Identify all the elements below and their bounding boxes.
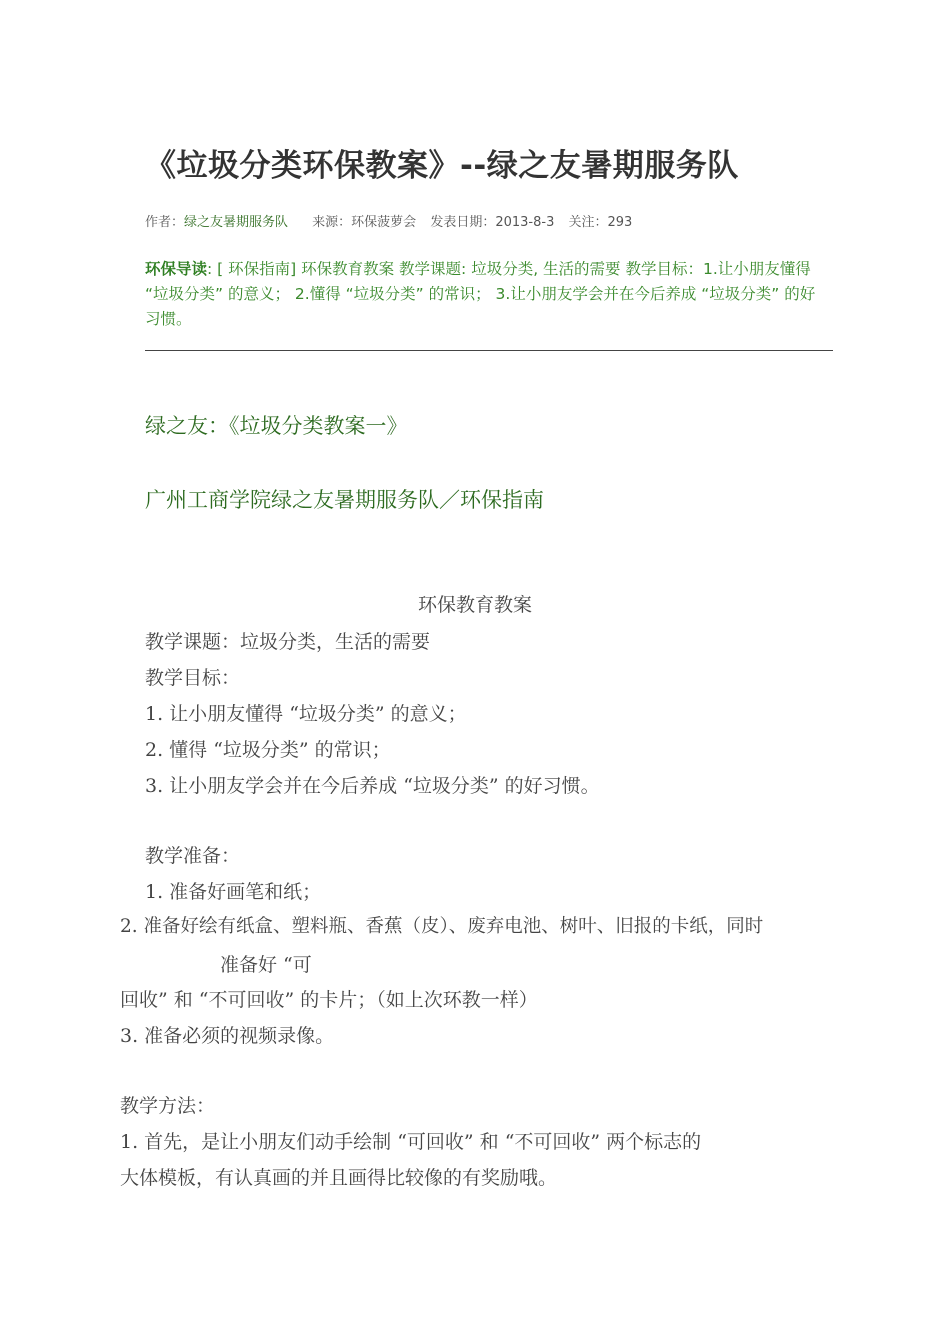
body-line: 1. 准备好画笔和纸； — [145, 881, 322, 903]
intro-paragraph — [145, 257, 820, 332]
body-line: 3. 让小朋友学会并在今后养成 “垃圾分类” 的好习惯。 — [145, 775, 600, 797]
section-heading-1: 绿之友：《垃圾分类教案一》 — [145, 414, 408, 438]
body-line: 2. 懂得 “垃圾分类” 的常识； — [145, 739, 391, 761]
source-text: 来源：环保菠萝会 — [312, 215, 417, 230]
body-line: 大体模板，有认真画的并且画得比较像的有奖励哦。 — [120, 1167, 558, 1189]
author-label: 作者： — [145, 215, 185, 230]
article-meta — [145, 211, 642, 230]
divider — [145, 350, 833, 351]
body-line: 1. 首先，是让小朋友们动手绘制 “可回收” 和 “不可回收” 两个标志的 — [120, 1131, 702, 1153]
body-line: 3. 准备必须的视频录像。 — [120, 1025, 335, 1047]
article-title: 《垃圾分类环保教案》--绿之友暑期服务队 — [145, 148, 739, 184]
body-line: 1. 让小朋友懂得 “垃圾分类” 的意义； — [145, 703, 467, 725]
lesson-title: 环保教育教案 — [417, 594, 532, 616]
author-name[interactable]: 绿之友暑期服务队 — [184, 215, 289, 230]
body-line: 教学方法： — [120, 1095, 216, 1117]
body-line: 回收” 和 “不可回收” 的卡片；（如上次环教一样） — [120, 989, 538, 1011]
body-line: 教学课题：垃圾分类，生活的需要 — [145, 631, 431, 653]
body-line: 教学目标： — [145, 667, 241, 689]
body-line: 2. 准备好绘有纸盒、塑料瓶、香蕉（皮）、废弃电池、树叶、旧报的卡纸，同时 — [120, 916, 764, 937]
body-line: 教学准备： — [145, 845, 241, 867]
intro-label: 环保导读 — [145, 260, 208, 278]
date-text: 发表日期：2013-8-3 — [430, 215, 555, 230]
body-line: 准备好 “可 — [220, 954, 312, 976]
follow-count: 关注：293 — [568, 215, 633, 230]
intro-text: : [ 环保指南] 环保教育教案 教学课题: 垃圾分类, 生活的需要 教学目标：1.让小朋友懂得 “垃圾分类” 的意义； 2.懂得 “垃圾分类” 的常识； 3.让小朋友学会并在今后养成 “垃圾分类” 的好习惯。 — [145, 260, 816, 328]
section-heading-2: 广州工商学院绿之友暑期服务队／环保指南 — [145, 488, 544, 512]
